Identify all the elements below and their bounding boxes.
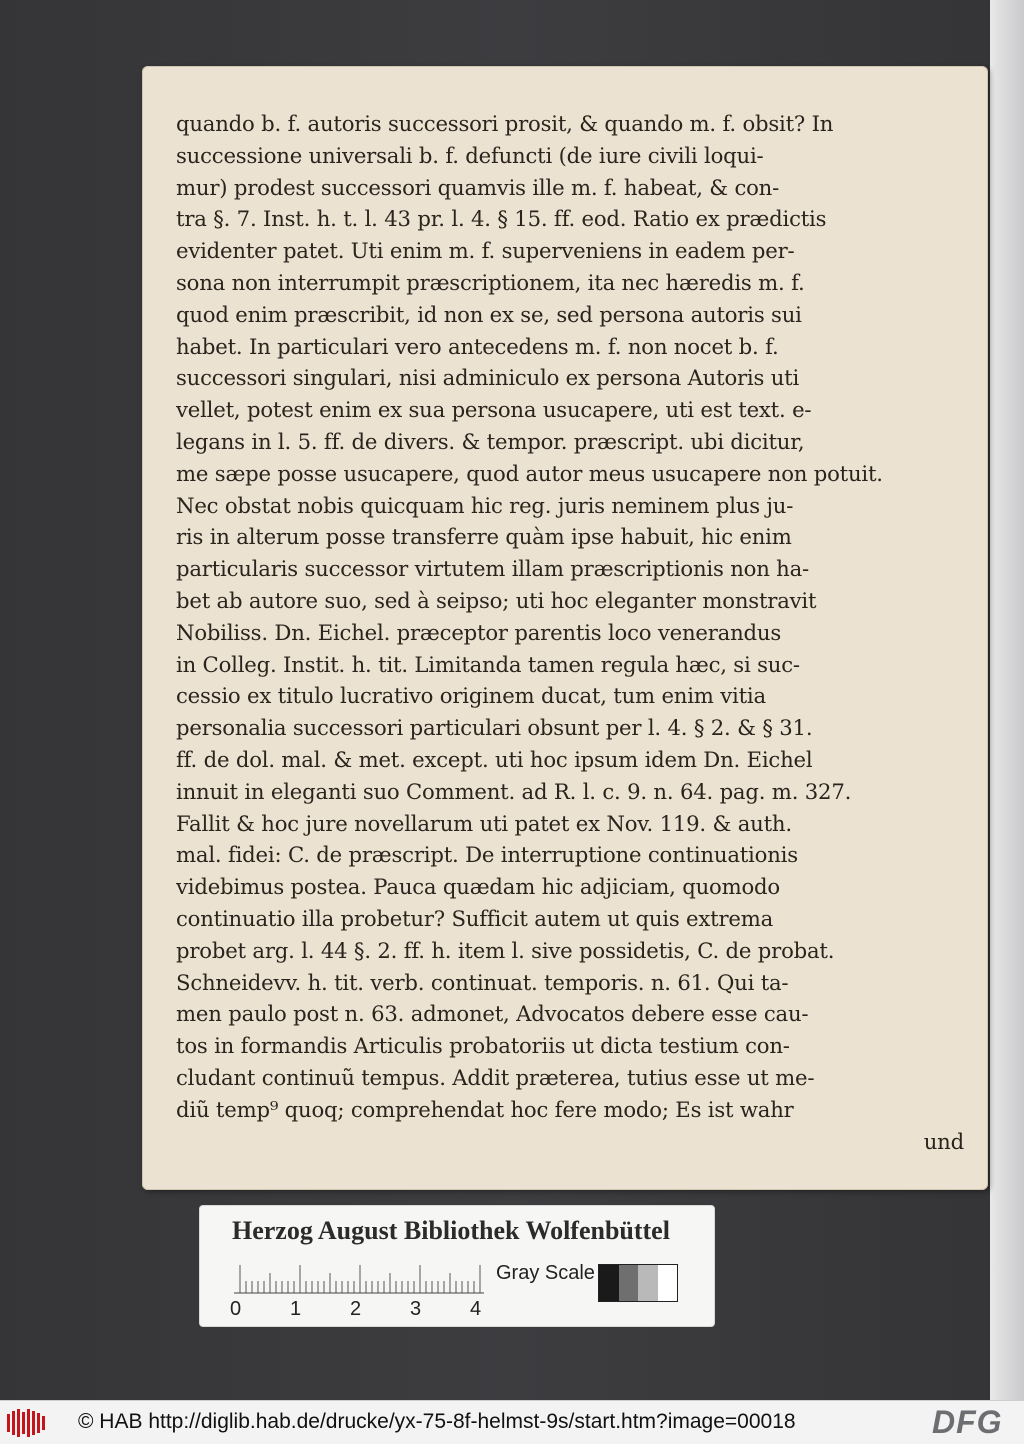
text-line: legans in l. 5. ff. de divers. & tempor. præscript. ubi dicitur, xyxy=(176,428,805,454)
ruler-numbers xyxy=(226,1298,496,1324)
ruler-number: 4 xyxy=(470,1298,482,1320)
text-line: tra §. 7. Inst. h. t. l. 43 pr. l. 4. § 15. ff. eod. Ratio ex prædictis xyxy=(176,206,827,232)
hab-logo-icon xyxy=(6,1408,48,1438)
text-line: diũ temp⁹ quoq; comprehendat hoc fere modo; Es ist wahr xyxy=(176,1096,794,1122)
scanner-edge-strip xyxy=(990,0,1024,1400)
viewer-footer xyxy=(0,1400,1024,1444)
dfg-logo: DFG xyxy=(932,1404,1003,1440)
gray-swatch xyxy=(638,1265,658,1301)
text-line: Nobiliss. Dn. Eichel. præceptor parentis loco venerandus xyxy=(176,619,782,645)
text-line: successori singulari, nisi adminiculo ex persona Autoris uti xyxy=(176,365,800,391)
text-line: cludant continuũ tempus. Addit præterea, tutius esse ut me- xyxy=(176,1064,815,1090)
text-line: particularis successor virtutem illam præscriptionis non ha- xyxy=(176,556,810,582)
ruler-number: 0 xyxy=(230,1298,242,1320)
text-line: tos in formandis Articulis probatoriis ut dicta testium con- xyxy=(176,1033,790,1059)
ruler-scale xyxy=(234,1264,484,1294)
text-line: me sæpe posse usucapere, quod autor meus usucapere non potuit. xyxy=(176,460,883,486)
gray-swatch xyxy=(619,1265,639,1301)
text-line: in Colleg. Instit. h. tit. Limitanda tamen regula hæc, si suc- xyxy=(176,651,800,677)
text-line: vellet, potest enim ex sua persona usucapere, uti est text. e- xyxy=(176,397,812,423)
text-line: personalia successori particulari obsunt per l. 4. § 2. & § 31. xyxy=(176,715,813,741)
text-line: mal. fidei: C. de præscript. De interruptione continuationis xyxy=(176,842,798,868)
text-line: ff. de dol. mal. & met. except. uti hoc ipsum idem Dn. Eichel xyxy=(176,746,813,772)
text-line: quod enim præscribit, id non ex se, sed persona autoris sui xyxy=(176,301,802,327)
text-line: men paulo post n. 63. admonet, Advocatos debere esse cau- xyxy=(176,1001,809,1027)
catchword: und xyxy=(923,1128,964,1154)
text-line: quando b. f. autoris successori prosit, & quando m. f. obsit? In xyxy=(176,111,834,136)
text-line: evidenter patet. Uti enim m. f. superveniens in eadem per- xyxy=(176,238,795,264)
text-line: continuatio illa probetur? Sufficit autem ut quis extrema xyxy=(176,905,774,931)
gray-scale-label: Gray Scale xyxy=(496,1262,595,1284)
text-line: habet. In particulari vero antecedens m. f. non nocet b. f. xyxy=(176,333,779,359)
text-line: Schneidevv. h. tit. verb. continuat. temporis. n. 61. Qui ta- xyxy=(176,969,789,995)
text-line: ris in alterum posse transferre quàm ipse habuit, hic enim xyxy=(176,524,792,550)
gray-swatch xyxy=(599,1265,619,1301)
footer-copyright-link[interactable]: © HAB http://diglib.hab.de/drucke/yx-75-8f-helmst-9s/start.htm?image=00018 xyxy=(78,1410,796,1433)
text-line: sona non interrumpit præscriptionem, ita nec hæredis m. f. xyxy=(176,269,805,295)
text-line: Nec obstat nobis quicquam hic reg. juris neminem plus ju- xyxy=(176,492,794,518)
card-title: Herzog August Bibliothek Wolfenbüttel xyxy=(232,1216,670,1245)
text-line: Fallit & hoc jure novellarum uti patet ex Nov. 119. & auth. xyxy=(176,810,792,836)
color-reference-card xyxy=(200,1206,714,1326)
ruler-number: 1 xyxy=(290,1298,302,1320)
text-line: probet arg. l. 44 §. 2. ff. h. item l. sive possidetis, C. de probat. xyxy=(176,937,835,963)
text-line: videbimus postea. Pauca quædam hic adjiciam, quomodo xyxy=(176,874,780,900)
gray-swatch xyxy=(658,1265,678,1301)
text-line: bet ab autore suo, sed à seipso; uti hoc eleganter monstravit xyxy=(176,587,817,613)
ruler-number: 2 xyxy=(350,1298,362,1320)
text-line: cessio ex titulo lucrativo originem ducat, tum enim vitia xyxy=(176,683,766,709)
text-line: successione universali b. f. defuncti (de iure civili loqui- xyxy=(176,142,764,168)
page-text-block xyxy=(176,108,964,1157)
text-line: mur) prodest successori quamvis ille m. f. habeat, & con- xyxy=(176,174,780,200)
ruler-number: 3 xyxy=(410,1298,422,1320)
text-line: innuit in eleganti suo Comment. ad R. l. c. 9. n. 64. pag. m. 327. xyxy=(176,778,852,804)
gray-scale-swatch xyxy=(598,1264,678,1302)
